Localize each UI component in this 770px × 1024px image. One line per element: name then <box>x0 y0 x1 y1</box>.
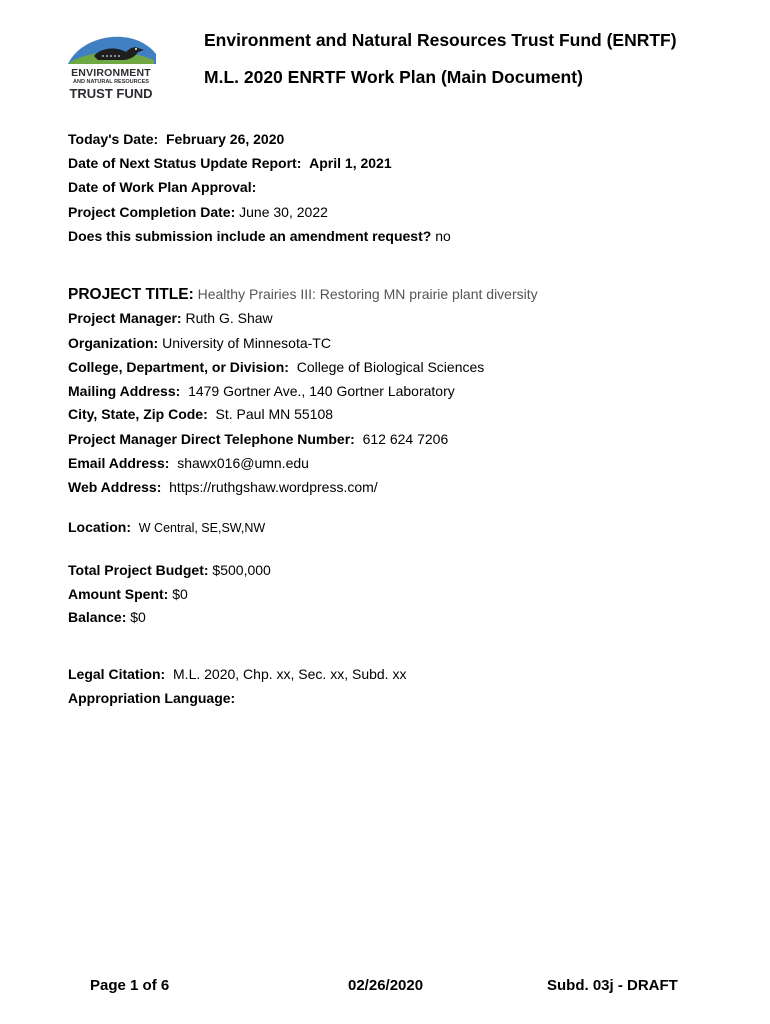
field-label: Does this submission include an amendment request? <box>68 228 432 244</box>
project-manager-row <box>68 309 273 327</box>
amount-spent-row <box>68 585 188 603</box>
amendment-request-row <box>68 227 451 245</box>
field-label: Date of Work Plan Approval: <box>68 179 257 195</box>
field-label: Location: <box>68 519 131 535</box>
field-value: St. Paul MN 55108 <box>215 406 334 422</box>
field-label: Legal Citation: <box>68 666 166 682</box>
field-label: Organization: <box>68 335 159 351</box>
total-budget-row <box>68 561 271 579</box>
field-label: Project Manager Direct Telephone Number: <box>68 431 355 447</box>
page-number: Page 1 of 6 <box>90 977 170 994</box>
field-value: College of Biological Sciences <box>296 359 485 375</box>
field-label: Date of Next Status Update Report: <box>68 155 302 171</box>
field-value: April 1, 2021 <box>309 155 392 171</box>
project-title-value: Healthy Prairies III: Restoring MN prairie plant diversity <box>197 286 538 302</box>
field-label: Project Completion Date: <box>68 204 236 220</box>
location-row <box>68 518 265 537</box>
field-label: College, Department, or Division: <box>68 359 289 375</box>
field-value: Ruth G. Shaw <box>185 310 273 326</box>
field-value: 1479 Gortner Ave., 140 Gortner Laboratory <box>188 383 455 399</box>
todays-date-row <box>68 130 284 148</box>
logo-line-3: TRUST FUND <box>69 86 153 101</box>
field-label: Project Manager: <box>68 310 182 326</box>
field-value: $0 <box>130 609 146 625</box>
college-row <box>68 358 484 376</box>
legal-citation-row <box>68 665 406 683</box>
document-title: Environment and Natural Resources Trust Fund (ENRTF) <box>204 30 677 50</box>
footer-date: 02/26/2020 <box>348 977 424 994</box>
telephone-row <box>68 430 448 448</box>
organization-row <box>68 334 331 352</box>
field-value: $500,000 <box>212 562 271 578</box>
project-title-row <box>68 285 538 304</box>
field-value: no <box>435 228 451 244</box>
city-state-zip-row <box>68 405 333 423</box>
balance-row <box>68 608 146 626</box>
web-address-row <box>68 478 378 496</box>
project-title-label: PROJECT TITLE: <box>68 286 194 303</box>
loon-on-lake-icon <box>64 26 160 70</box>
field-label: Amount Spent: <box>68 586 169 602</box>
enrtf-logo <box>64 26 160 100</box>
field-value: $0 <box>172 586 188 602</box>
footer-subdivision: Subd. 03j - DRAFT <box>547 977 678 994</box>
field-label: Web Address: <box>68 479 162 495</box>
field-label: Total Project Budget: <box>68 562 209 578</box>
logo-line-2: AND NATURAL RESOURCES <box>73 79 149 85</box>
appropriation-language-row <box>68 689 235 707</box>
completion-date-row <box>68 203 328 221</box>
field-value: W Central, SE,SW,NW <box>138 521 266 535</box>
email-row <box>68 454 309 472</box>
field-value: https://ruthgshaw.wordpress.com/ <box>169 479 378 495</box>
field-value: 612 624 7206 <box>362 431 449 447</box>
field-value: University of Minnesota-TC <box>162 335 331 351</box>
document-subtitle: M.L. 2020 ENRTF Work Plan (Main Document) <box>204 67 583 87</box>
field-value: June 30, 2022 <box>239 204 328 220</box>
next-status-report-row <box>68 154 392 172</box>
field-label: Mailing Address: <box>68 383 181 399</box>
field-label: Today's Date: <box>68 131 159 147</box>
field-label: Email Address: <box>68 455 170 471</box>
field-value: February 26, 2020 <box>165 131 285 147</box>
work-plan-approval-row <box>68 178 256 196</box>
field-value: shawx016@umn.edu <box>177 455 309 471</box>
field-label: City, State, Zip Code: <box>68 406 208 422</box>
field-label: Appropriation Language: <box>68 690 236 706</box>
field-value: M.L. 2020, Chp. xx, Sec. xx, Subd. xx <box>173 666 407 682</box>
mailing-address-row <box>68 382 455 400</box>
logo-line-1: ENVIRONMENT <box>71 67 151 79</box>
field-label: Balance: <box>68 609 127 625</box>
